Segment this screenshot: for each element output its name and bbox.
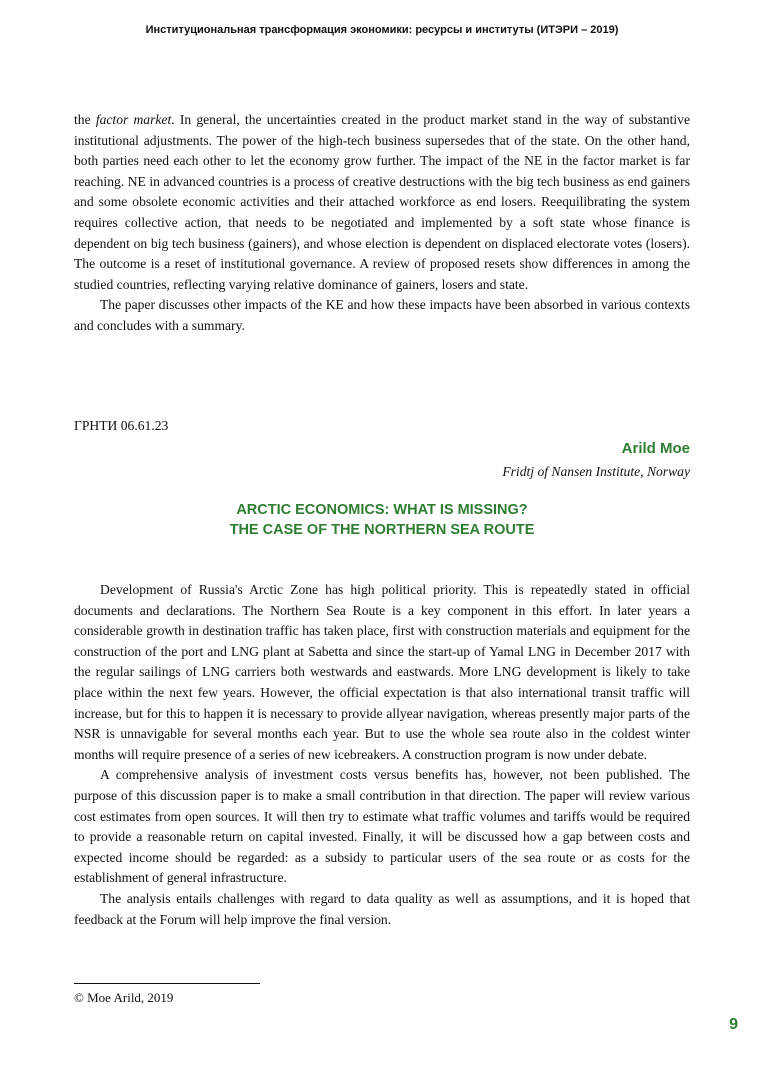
article-body bbox=[74, 580, 690, 930]
author-name: Arild Moe bbox=[621, 440, 690, 457]
footnote-divider bbox=[74, 983, 260, 984]
article-paragraph-2: A comprehensive analysis of investment costs versus benefits has, however, not been published. The purpose of this discussion paper is to make a small contribution in that direction. The paper will review various cost estimates from open sources. It will then try to estimate what traffic volumes and tariffs would be required to provide a reasonable return on capital invested. Finally, it will be discussed how a gap between costs and expected income should be regarded: as a subsidy to particular users of the sea route or as costs for the establishment of general infrastructure. bbox=[74, 767, 690, 886]
article-title-line-1: ARCTIC ECONOMICS: WHAT IS MISSING? bbox=[236, 502, 528, 518]
page-number: 9 bbox=[729, 1016, 738, 1033]
running-header: Институциональная трансформация экономики: ресурсы и институты (ИТЭРИ – 2019) bbox=[145, 24, 619, 36]
grnti-code: ГРНТИ 06.61.23 bbox=[74, 418, 169, 433]
intro-paragraph-2: The paper discusses other impacts of the KE and how these impacts have been absorbed in various contexts and concludes with a summary. bbox=[74, 297, 690, 333]
article-title-line-2: THE CASE OF THE NORTHERN SEA ROUTE bbox=[229, 522, 535, 538]
copyright-footnote: © Moe Arild, 2019 bbox=[74, 990, 174, 1005]
intro-paragraph-1 bbox=[74, 110, 690, 295]
author-affiliation: Fridtj of Nansen Institute, Norway bbox=[502, 464, 690, 479]
article-title bbox=[74, 500, 690, 540]
intro-p1-pre: the bbox=[74, 112, 96, 127]
factor-market-term: factor market bbox=[95, 112, 172, 127]
article-paragraph-1: Development of Russia's Arctic Zone has high political priority. This is repeatedly stated in official documents and declarations. The Northern Sea Route is a key component in this effort. In later years a considerable growth in destination traffic has taken place, first with construction materials and equipment for the construction of the port and LNG plant at Sabetta and since the start-up of Yamal LNG in December 2017 with the regular sailings of LNG carriers both westwards and eastwards. More LNG development is likely to take place within the next few years. However, the official expectation is that also international transit traffic will increase, but for this to happen it is necessary to provide allyear navigation, whereas presently major parts of the NSR is unnavigable for several months each year. But to use the whole sea route also in the coldest winter months will require presence of a series of new icebreakers. A construction program is now under debate. bbox=[74, 582, 690, 762]
article-paragraph-3: The analysis entails challenges with regard to data quality as well as assumptions, and it is hoped that feedback at the Forum will help improve the final version. bbox=[74, 890, 690, 927]
intro-p1-text: . In general, the uncertainties created in the product market stand in the way of substantive institutional adjustments. The power of the high-tech business supersedes that of the state. On the other hand, both parties need each other to let the economy grow further. The impact of the NE in the factor market is far reaching. NE in advanced countries is a process of creative destructions with the big tech business as end gainers and some obsolete economic activities and their attached workforce as end losers. Reequilibrating the system requires collective action, that needs to be negotiated and implemented by a soft state whose finance is dependent on big tech business (gainers), and whose election is dependent on displaced electorate votes (losers). The outcome is a reset of institutional governance. A review of proposed resets show differences in among the studied countries, reflecting varying relative dominance of gainers, losers and state. bbox=[74, 112, 690, 292]
intro-section bbox=[74, 110, 690, 337]
